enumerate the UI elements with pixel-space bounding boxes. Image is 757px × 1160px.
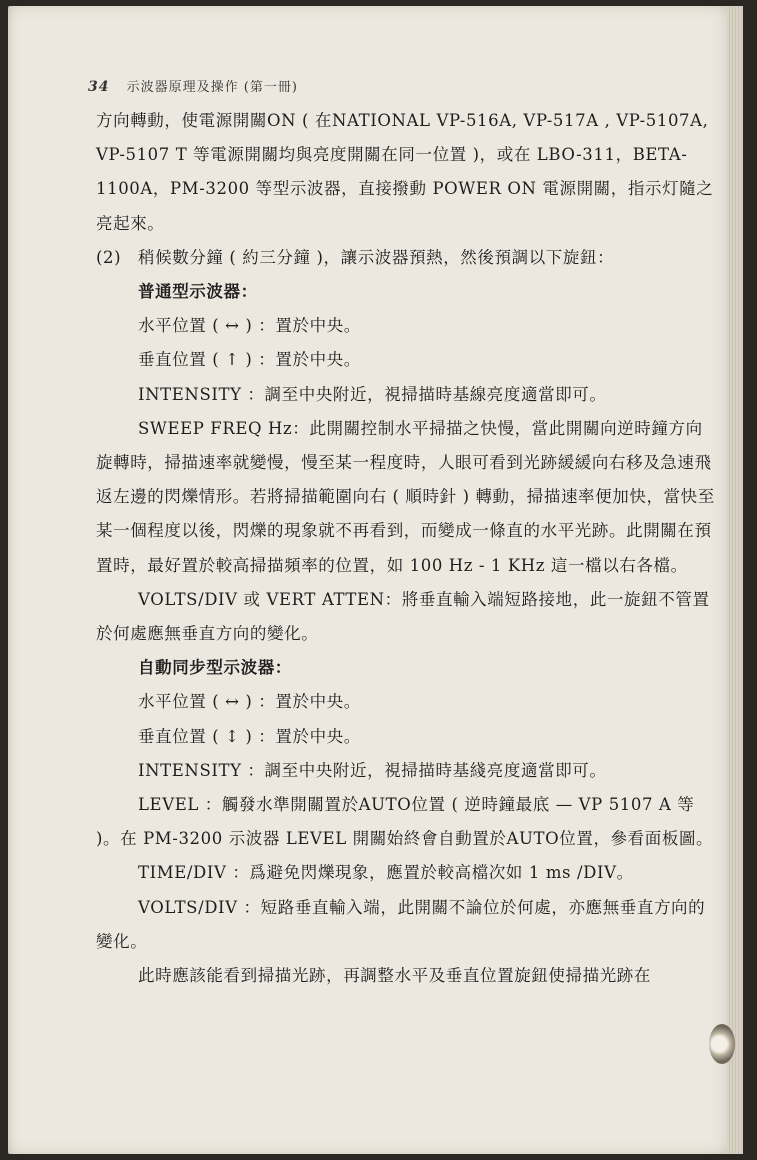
paragraph: 此時應該能看到掃描光跡，再調整水平及垂直位置旋鈕使掃描光跡在: [138, 966, 651, 986]
page-edge: [727, 6, 743, 1154]
paragraph: TIME/DIV ：爲避免閃爍現象，應置於較高檔次如 1 ms /DIV。: [138, 863, 634, 883]
setting-line: 水平位置 ( ↔ ) ：置於中央。: [138, 692, 361, 712]
setting-line: 水平位置 ( ↔ ) ：置於中央。: [138, 316, 361, 336]
paragraph: VOLTS/DIV 或 VERT ATTEN：將垂直輸入端短路接地，此一旋鈕不管置於何處應無垂直方向的變化。: [96, 589, 710, 644]
paragraph: 方向轉動，使電源開關ON ( 在NATIONAL VP-516A, VP-517A , VP-5107A, VP-5107 T 等電源開關均與亮度開關在同一位置 )，或在 LBO-311，BETA-1100A，PM-3200 等型示波器，直接撥動 POWER ON 電源開關，指示灯隨之亮起來。: [96, 111, 714, 233]
book-page: [8, 6, 743, 1154]
setting-line: INTENSITY ：調至中央附近，視掃描時基綫亮度適當即可。: [138, 760, 607, 780]
paragraph: SWEEP FREQ Hz：此開關控制水平掃描之快慢，當此開關向逆時鐘方向旋轉時，掃描速率就變慢，慢至某一程度時，人眼可看到光跡緩緩向右移及急速飛返左邊的閃爍情形。若將掃描範圍向右 ( 順時針 ) 轉動，掃描速率便加快，當快至某一個程度以後，閃爍的現象就不再看到，而變成一條直的水平光跡。此開關在預置時，最好置於較高掃描頻率的位置，如 100 Hz - 1 KHz 這一檔以右各檔。: [96, 418, 715, 575]
page-number: 34: [88, 79, 110, 95]
section-heading: 自動同步型示波器：: [138, 658, 292, 678]
setting-line: 垂直位置 ( ↕ ) ：置於中央。: [138, 726, 361, 746]
running-header: [88, 76, 298, 95]
page-edge-curl: [709, 1024, 735, 1064]
paragraph: VOLTS/DIV ：短路垂直輸入端，此開關不論位於何處，亦應無垂直方向的變化。: [96, 897, 706, 951]
list-item: [96, 241, 716, 275]
body-text: [96, 104, 716, 993]
list-item-text: 稍候數分鐘 ( 約三分鐘 )，讓示波器預熱，然後預調以下旋鈕：: [138, 247, 615, 267]
setting-line: INTENSITY ：調至中央附近，視掃描時基線亮度適當即可。: [138, 384, 607, 404]
section-heading: 普通型示波器：: [138, 282, 258, 302]
paragraph: LEVEL ：觸發水準開關置於AUTO位置 ( 逆時鐘最底 — VP 5107 A 等 )。在 PM-3200 示波器 LEVEL 開關始終會自動置於AUTO位置，參看面板圖。: [96, 795, 714, 849]
running-title: 示波器原理及操作 (第一冊): [126, 80, 298, 95]
setting-line: 垂直位置 ( ↑ ) ：置於中央。: [138, 350, 361, 370]
list-number: (2): [96, 247, 122, 267]
